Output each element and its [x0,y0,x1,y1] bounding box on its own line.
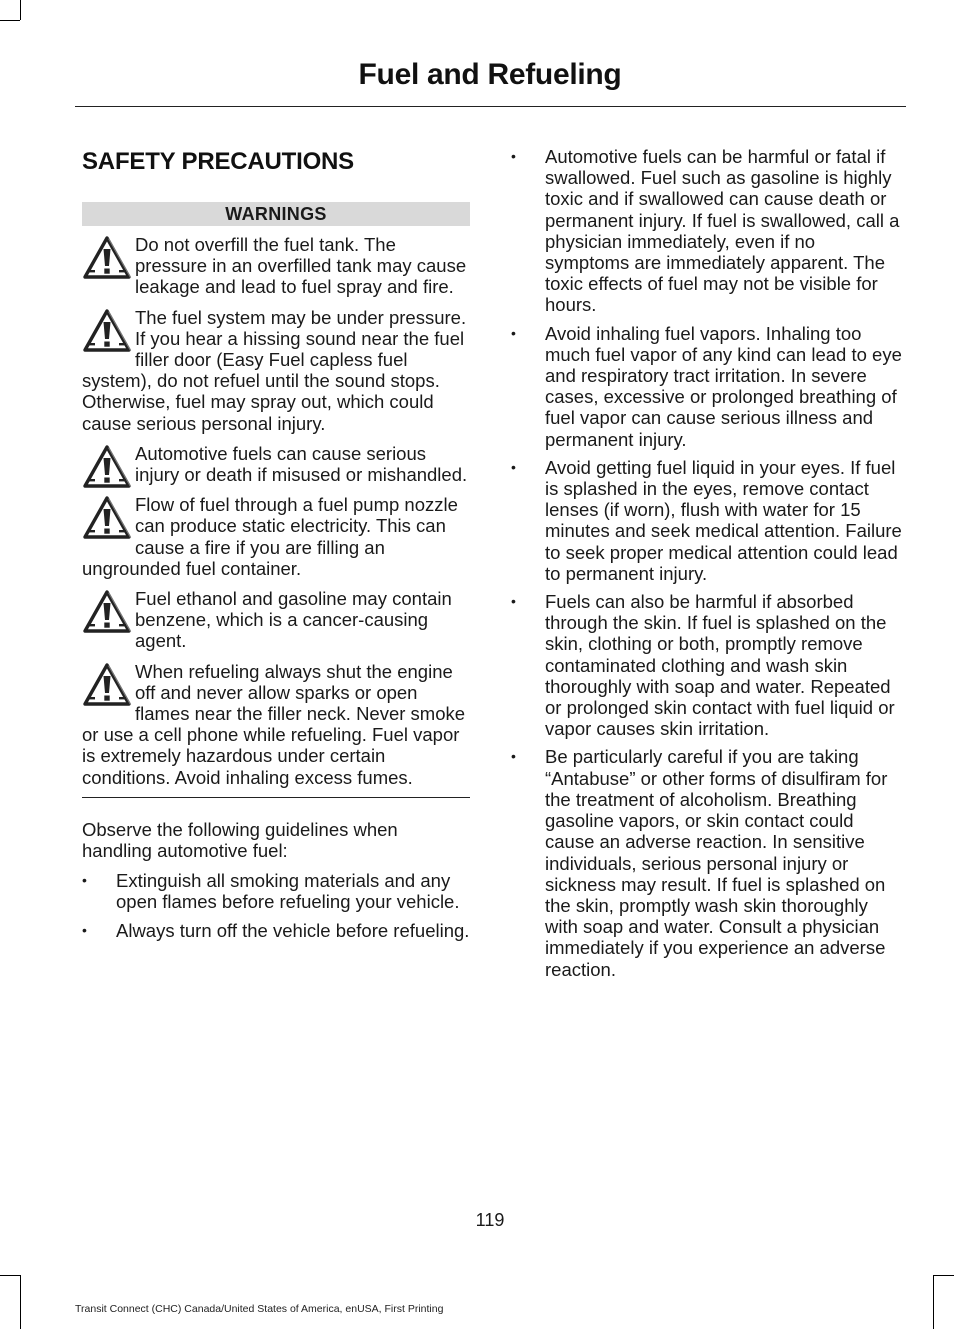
crop-mark [20,1275,21,1329]
warning-item [82,307,470,434]
crop-mark [0,20,20,21]
section-title: SAFETY PRECAUTIONS [82,148,354,175]
warning-text: Fuel ethanol and gasoline may contain benzene, which is a cancer-causing agent. [135,588,452,652]
guidelines-list-continued [511,146,903,980]
bullet-marker: • [511,148,516,164]
page-number: 119 [475,1210,505,1230]
bullet-marker: • [511,458,516,475]
bullet-marker: • [82,872,87,889]
warning-triangle-icon [82,495,132,541]
header-divider [75,106,906,107]
warning-text: Flow of fuel through a fuel pump nozzle can produce static electricity. This can cause a fire if you are filling an ungrounded fuel container. [82,494,458,579]
warning-item [82,588,470,652]
warning-text: Do not overfill the fuel tank. The pressure in an overfilled tank may cause leakage and lead to fuel spray and fire. [135,234,467,298]
warning-item [82,234,470,298]
crop-mark [20,0,21,20]
warning-triangle-icon [82,235,132,281]
bullet-marker: • [511,324,516,341]
warnings-header: WARNINGS [82,202,470,226]
warning-triangle-icon [82,308,132,354]
page-title: Fuel and Refueling [358,58,622,91]
bullet-marker: • [511,748,516,765]
bullet-item [511,591,903,739]
bullet-item [511,746,903,979]
bullet-text: Avoid getting fuel liquid in your eyes. If fuel is splashed in the eyes, remove contact lenses (if worn), flush with water for 15 minutes and seek medical attention. Failure to seek proper medical attention could lead to permanent injury. [545,456,902,584]
bullet-item [511,146,903,316]
bullet-marker: • [82,921,87,938]
warning-triangle-icon [82,662,132,708]
warning-triangle-icon [82,444,132,490]
bullet-text: Avoid inhaling fuel vapors. Inhaling too much fuel vapor of any kind can lead to eye and respiratory tract irritation. In severe cases, excessive or prolonged breathing of fuel vapor can cause serious illness and permanent injury. [545,322,902,450]
warnings-list [82,234,470,788]
footer-text: Transit Connect (CHC) Canada/United States of America, enUSA, First Printing [75,1303,444,1315]
bullet-item [511,323,903,450]
warning-item [82,661,470,788]
bullet-item [82,920,470,941]
bullet-text: Be particularly careful if you are taking “Antabuse” or other forms of disulfiram for the treatment of alcoholism. Breathing gasoline vapors, or skin contact could cause an adverse reaction. In sensitive individuals, serious personal injury or sickness may result. If fuel is splashed on the skin, promptly wash skin thoroughly with soap and water. Consult a physician immediately if you experience an adverse reaction. [545,746,888,980]
bullet-text: Automotive fuels can be harmful or fatal if swallowed. Fuel such as gasoline is highly toxic and if swallowed can cause death or permanent injury. If fuel is swallowed, call a physician immediately, even if no symptoms are immediately apparent. The toxic effects of fuel may not be visible for hours. [545,146,900,316]
guidelines-list [82,870,470,941]
warning-text: The fuel system may be under pressure. If you hear a hissing sound near the fuel filler door (Easy Fuel capless fuel system), do not refuel until the sound stops. Otherwise, fuel may spray out, which could cause serious personal injury. [82,306,467,434]
warning-text: When refueling always shut the engine off and never allow sparks or open flames near the filler neck. Never smoke or use a cell phone while refueling. Fuel vapor is extremely hazardous under certain conditions. Avoid inhaling excess fumes. [82,660,466,788]
crop-mark [933,1275,954,1276]
bullet-text: Extinguish all smoking materials and any open flames before refueling your vehicle. [116,870,460,913]
warnings-box [82,202,470,798]
crop-mark [0,1275,20,1276]
bullet-item [82,870,470,912]
guidelines-intro: Observe the following guidelines when handling automotive fuel: [82,818,398,862]
left-column [82,146,470,948]
warning-item [82,494,470,579]
bullet-text: Always turn off the vehicle before refueling. [116,919,470,941]
crop-mark [933,1275,934,1329]
bullet-marker: • [511,593,516,610]
warnings-divider [82,797,470,798]
bullet-text: Fuels can also be harmful if absorbed through the skin. If fuel is splashed on the skin, clothing or both, promptly remove contaminated clothing and wash skin thoroughly with soap and water. Repeated or prolonged skin contact with fuel liquid or vapor causes skin irritation. [545,591,895,740]
warning-triangle-icon [82,589,132,635]
bullet-item [511,457,903,584]
warning-text: Automotive fuels can cause serious injury or death if misused or mishandled. [135,442,468,486]
warning-item [82,443,470,485]
right-column [511,146,903,987]
